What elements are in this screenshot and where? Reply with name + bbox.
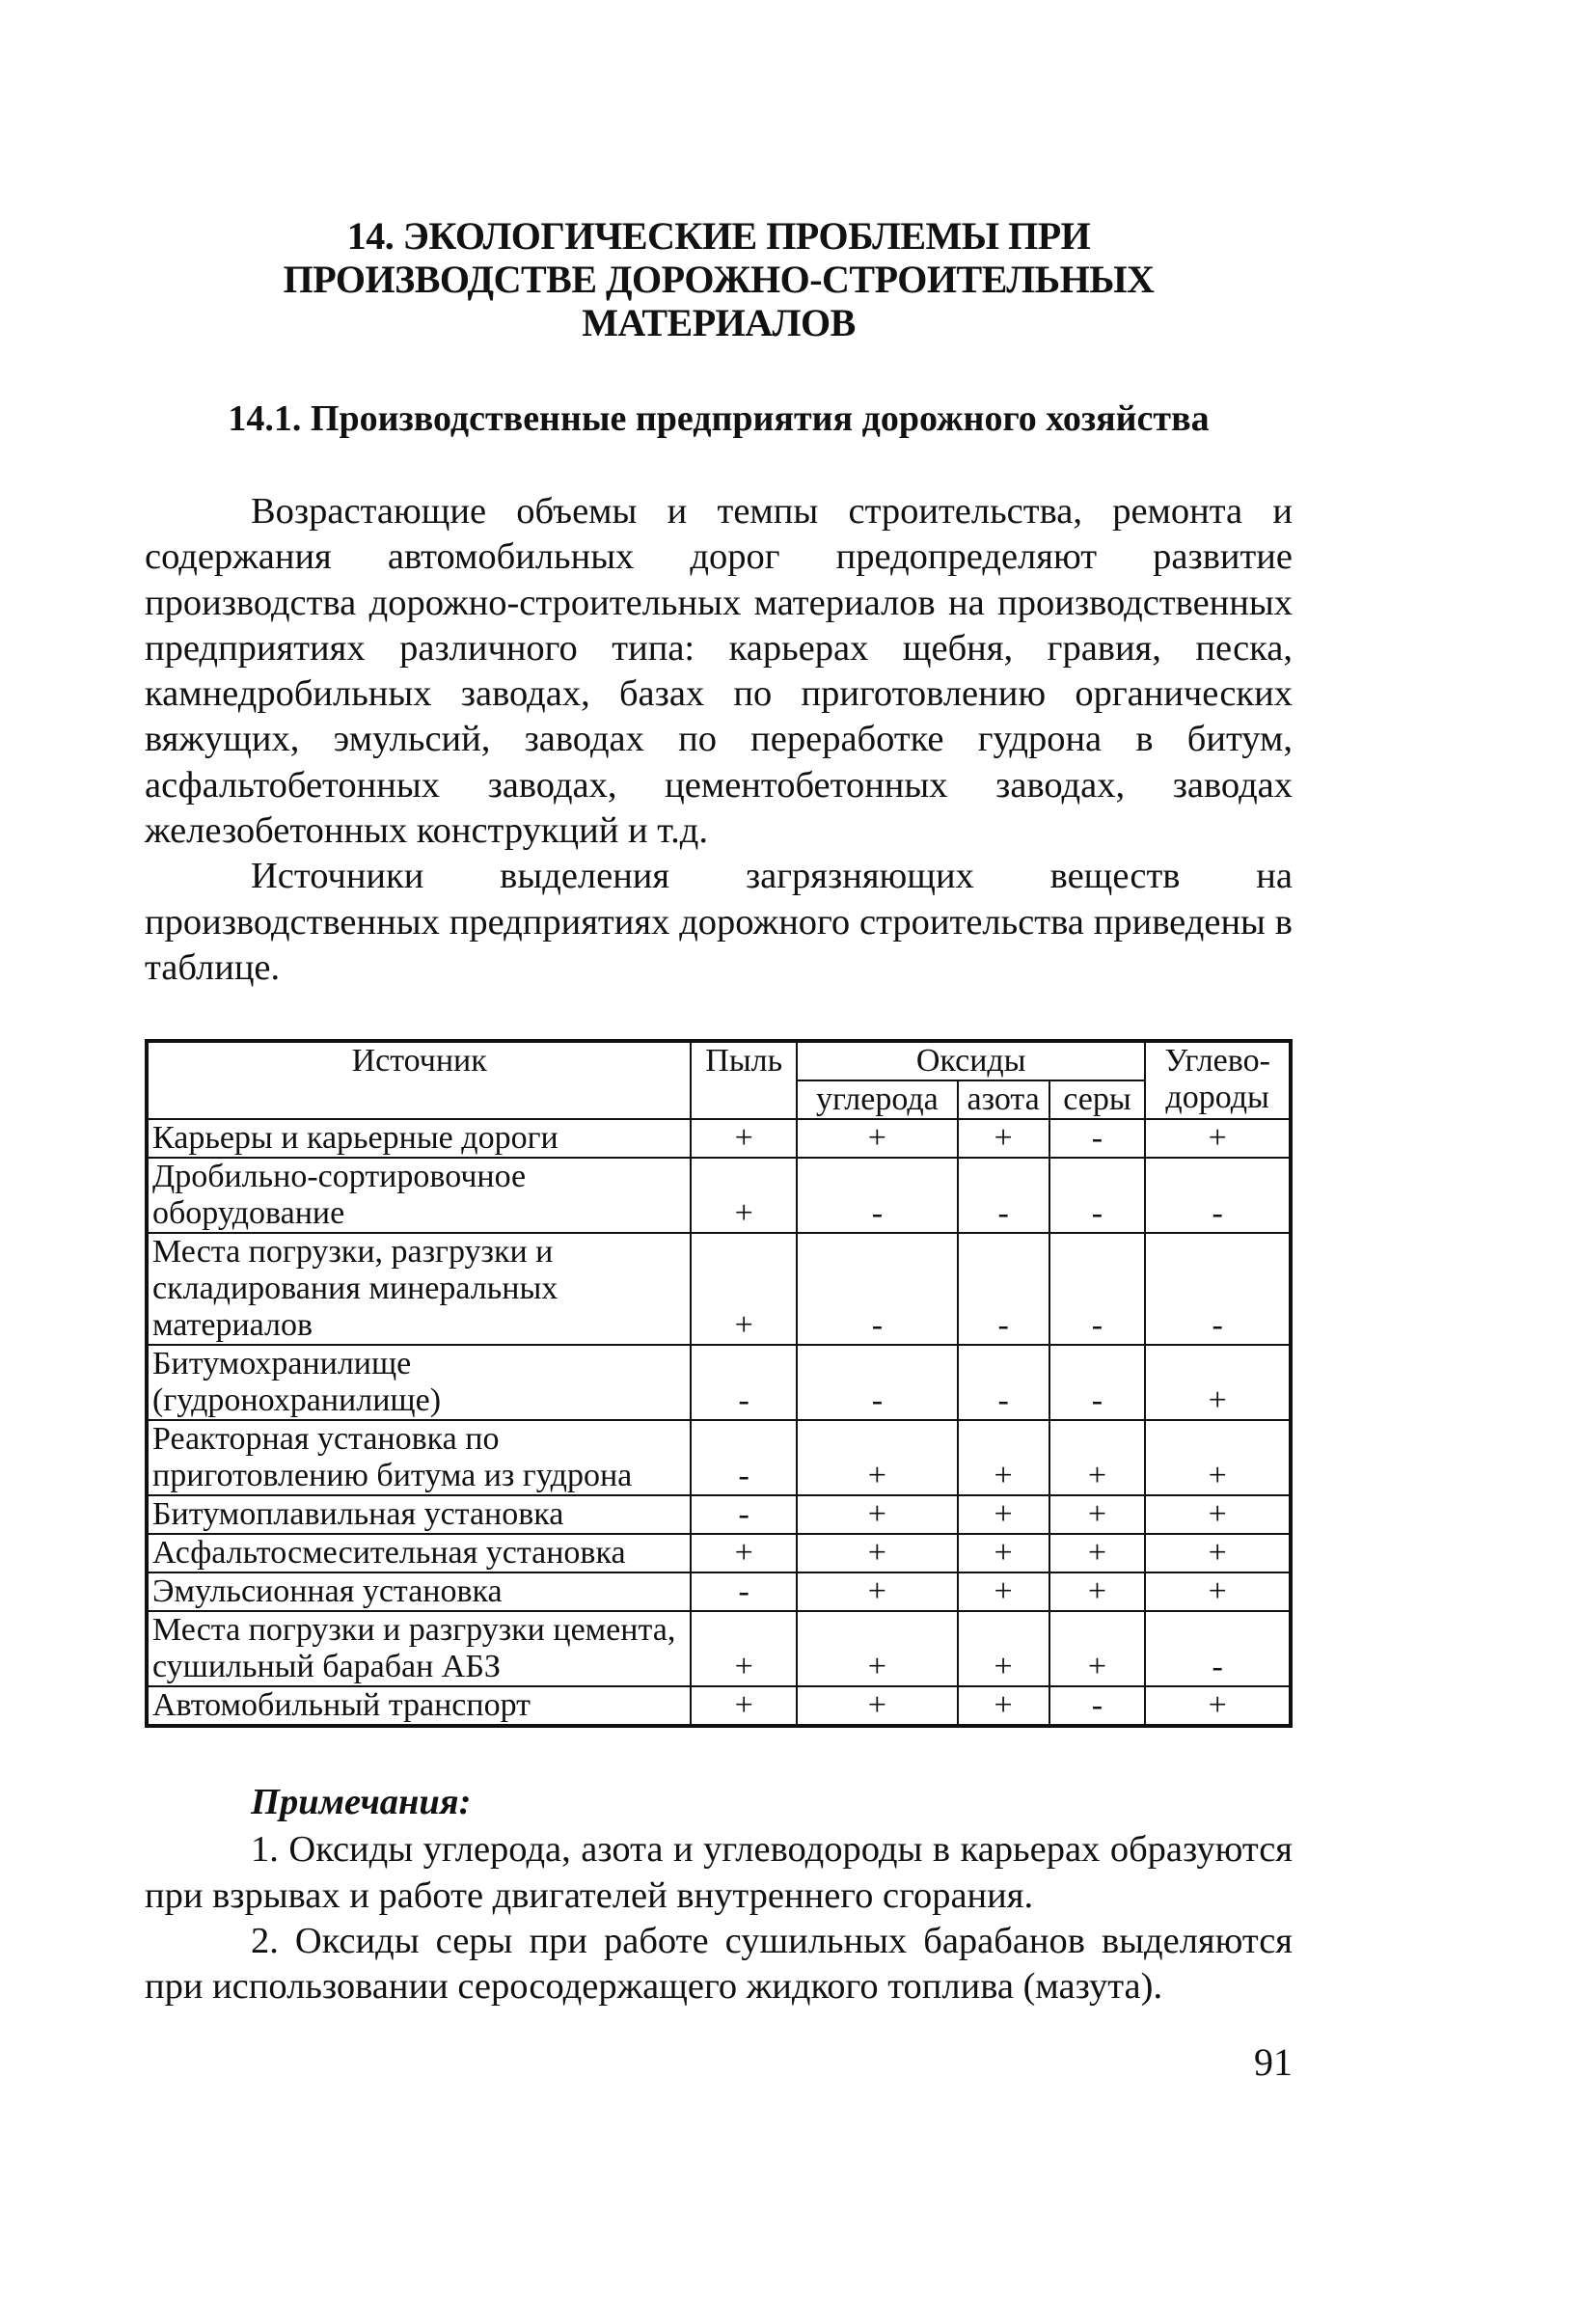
value-cell: - <box>1049 1119 1146 1158</box>
notes-title: Примечания: <box>251 1782 472 1822</box>
value-cell: - <box>691 1572 797 1611</box>
value-cell: - <box>958 1233 1049 1345</box>
note-item: 2. Оксиды серы при работе сушильных барабанов выделяются при использовании серосодержащего жидкого топлива (мазута). <box>145 1920 1293 2008</box>
header-hydrocarbons-line: Углево- <box>1164 1043 1270 1079</box>
header-dust: Пыль <box>691 1041 797 1119</box>
value-cell: + <box>797 1495 958 1534</box>
value-cell: + <box>1049 1572 1146 1611</box>
value-cell: - <box>797 1345 958 1420</box>
value-cell: - <box>1145 1158 1291 1233</box>
value-cell: + <box>797 1119 958 1158</box>
table-row <box>147 1233 1291 1345</box>
header-carbon: углерода <box>797 1080 958 1119</box>
header-hydrocarbons-line: дороды <box>1165 1080 1269 1115</box>
value-cell: + <box>691 1611 797 1686</box>
source-cell: Эмульсионная установка <box>147 1572 691 1611</box>
header-hydrocarbons <box>1145 1041 1291 1119</box>
value-cell: + <box>797 1611 958 1686</box>
value-cell: + <box>958 1572 1049 1611</box>
value-cell: + <box>958 1686 1049 1726</box>
paragraph: Возрастающие объемы и темпы строительства, ремонта и содержания автомобильных дорог предопределяют развитие производства дорожно-строительных материалов на производственных предприятиях различного типа: карьерах щебня, гравия, песка, камнедробильных заводах, базах по приготовлению органических вяжущих, эмульсий, заводах по переработке гудрона в битум, асфальтобетонных заводах, цементобетонных заводах, заводах железобетонных конструкций и т.д. <box>145 491 1293 852</box>
value-cell: + <box>1049 1611 1146 1686</box>
value-cell: + <box>1145 1495 1291 1534</box>
table-row <box>147 1119 1291 1158</box>
chapter-title-line: 14. ЭКОЛОГИЧЕСКИЕ ПРОБЛЕМЫ ПРИ <box>346 214 1091 258</box>
value-cell: + <box>1049 1420 1146 1495</box>
value-cell: + <box>691 1119 797 1158</box>
value-cell: - <box>1049 1233 1146 1345</box>
value-cell: + <box>958 1420 1049 1495</box>
paragraph: Источники выделения загрязняющих веществ на производственных предприятиях дорожного строительства приведены в таблице. <box>145 856 1293 988</box>
source-cell: Асфальтосмесительная установка <box>147 1534 691 1572</box>
value-cell: + <box>1145 1420 1291 1495</box>
value-cell: + <box>1145 1345 1291 1420</box>
notes <box>145 1780 1293 2010</box>
body-text <box>145 489 1293 991</box>
value-cell: + <box>958 1495 1049 1534</box>
table-row <box>147 1534 1291 1572</box>
value-cell: - <box>691 1420 797 1495</box>
value-cell: - <box>797 1233 958 1345</box>
value-cell: - <box>1049 1686 1146 1726</box>
source-cell: Места погрузки, разгрузки и складирования минеральных материалов <box>147 1233 691 1345</box>
source-cell: Места погрузки и разгрузки цемента, сушильный барабан АБЗ <box>147 1611 691 1686</box>
header-source: Источник <box>147 1041 691 1119</box>
value-cell: + <box>691 1534 797 1572</box>
section-title: 14.1. Производственные предприятия дорожного хозяйства <box>228 398 1210 439</box>
value-cell: + <box>958 1119 1049 1158</box>
value-cell: - <box>1145 1233 1291 1345</box>
value-cell: - <box>691 1495 797 1534</box>
pollution-sources-table <box>145 1039 1293 1728</box>
source-cell: Дробильно-сортировочное оборудование <box>147 1158 691 1233</box>
value-cell: + <box>691 1233 797 1345</box>
source-cell: Автомобильный транспорт <box>147 1686 691 1726</box>
value-cell: + <box>1145 1119 1291 1158</box>
value-cell: - <box>1145 1611 1291 1686</box>
value-cell: - <box>691 1345 797 1420</box>
value-cell: + <box>797 1572 958 1611</box>
source-cell: Битумоплавильная установка <box>147 1495 691 1534</box>
header-nitrogen: азота <box>958 1080 1049 1119</box>
chapter-title <box>145 214 1293 344</box>
table-row <box>147 1611 1291 1686</box>
value-cell: + <box>1145 1534 1291 1572</box>
page-number: 91 <box>1254 2040 1293 2084</box>
value-cell: - <box>1049 1158 1146 1233</box>
table-row <box>147 1158 1291 1233</box>
table-row <box>147 1420 1291 1495</box>
value-cell: + <box>1049 1495 1146 1534</box>
chapter-title-line: МАТЕРИАЛОВ <box>582 301 856 344</box>
value-cell: - <box>958 1345 1049 1420</box>
value-cell: + <box>958 1611 1049 1686</box>
table-row <box>147 1345 1291 1420</box>
value-cell: - <box>1049 1345 1146 1420</box>
value-cell: + <box>797 1420 958 1495</box>
table-body <box>147 1119 1291 1726</box>
value-cell: + <box>958 1534 1049 1572</box>
source-cell: Битумохранилище (гудронохранилище) <box>147 1345 691 1420</box>
value-cell: - <box>958 1158 1049 1233</box>
value-cell: + <box>797 1534 958 1572</box>
source-cell: Реакторная установка по приготовлению битума из гудрона <box>147 1420 691 1495</box>
value-cell: + <box>1145 1572 1291 1611</box>
table-row <box>147 1572 1291 1611</box>
table-row <box>147 1686 1291 1726</box>
value-cell: + <box>797 1686 958 1726</box>
value-cell: + <box>1049 1534 1146 1572</box>
header-sulfur: серы <box>1049 1080 1146 1119</box>
source-cell: Карьеры и карьерные дороги <box>147 1119 691 1158</box>
value-cell: + <box>1145 1686 1291 1726</box>
value-cell: - <box>797 1158 958 1233</box>
value-cell: + <box>691 1158 797 1233</box>
value-cell: + <box>691 1686 797 1726</box>
chapter-title-line: ПРОИЗВОДСТВЕ ДОРОЖНО-СТРОИТЕЛЬНЫХ <box>283 258 1155 301</box>
table-row <box>147 1495 1291 1534</box>
note-item: 1. Оксиды углерода, азота и углеводороды в карьерах образуются при взрывах и работе двигателей внутреннего сгорания. <box>145 1829 1293 1916</box>
pollution-sources-table-wrap <box>145 1039 1293 1728</box>
header-oxides: Оксиды <box>797 1041 1145 1080</box>
